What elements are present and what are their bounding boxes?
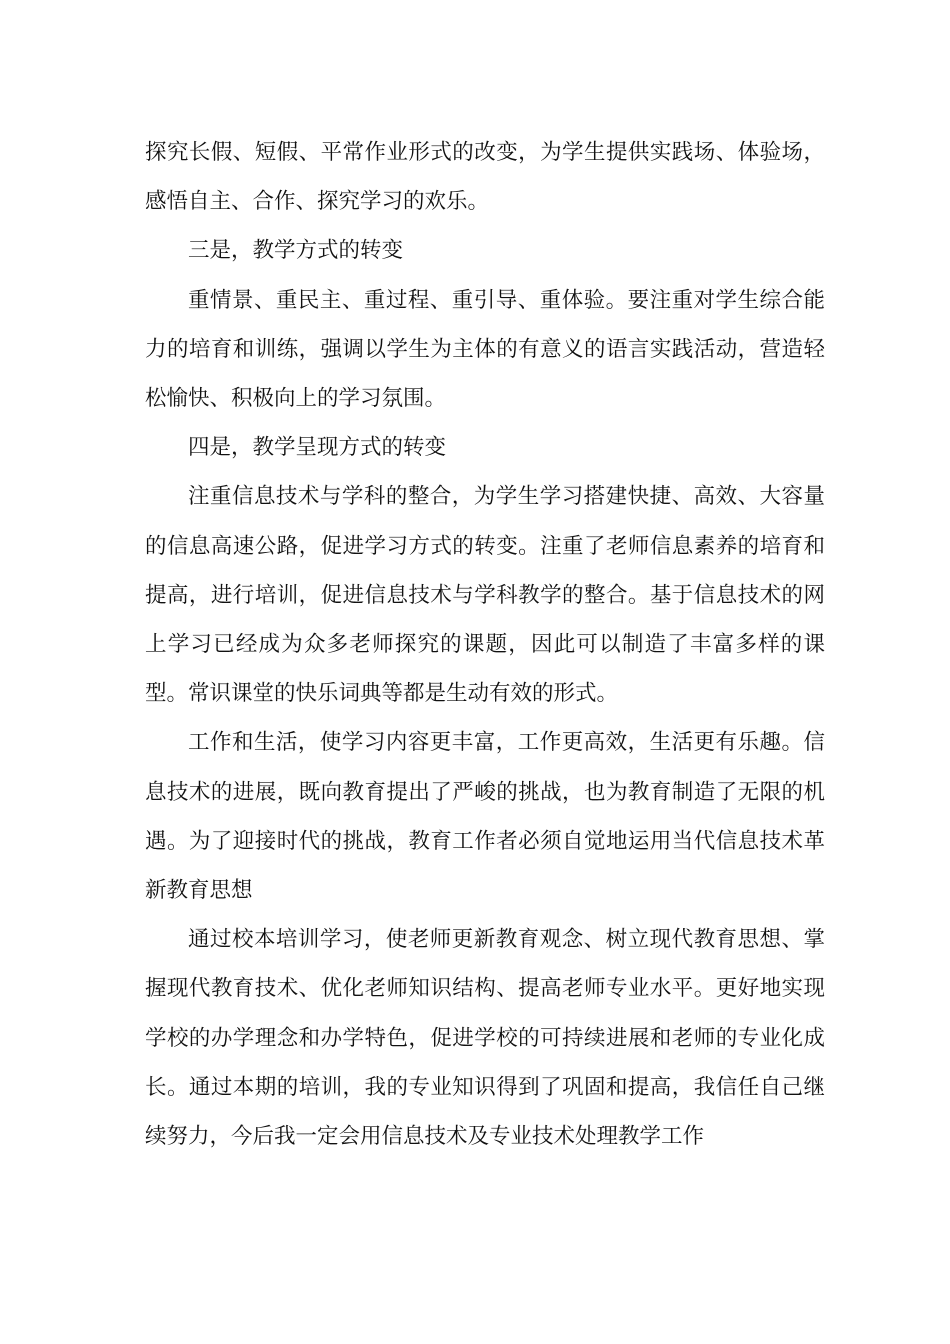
paragraph-3: 重情景、重民主、重过程、重引导、重体验。要注重对学生综合能力的培育和训练，强调以学生为主体的有意义的语言实践活动，营造轻松愉快、积极向上的学习氛围。: [145, 287, 825, 412]
paragraph-6: 工作和生活，使学习内容更丰富，工作更高效，生活更有乐趣。信息技术的进展，既向教育提出了严峻的挑战，也为教育制造了无限的机遇。为了迎接时代的挑战，教育工作者必须自觉地运用当代信息技术革新教育思想: [145, 730, 825, 904]
paragraph-4-heading: 四是，教学呈现方式的转变: [188, 435, 447, 461]
paragraph-1: 探究长假、短假、平常作业形式的改变，为学生提供实践场、体验场，感悟自主、合作、探究学习的欢乐。: [145, 140, 825, 215]
document-body: [145, 128, 825, 1161]
paragraph-7: 通过校本培训学习，使老师更新教育观念、树立现代教育思想、掌握现代教育技术、优化老师知识结构、提高老师专业水平。更好地实现学校的办学理念和办学特色，促进学校的可持续进展和老师的专业化成长。通过本期的培训，我的专业知识得到了巩固和提高，我信任自己继续努力，今后我一定会用信息技术及专业技术处理教学工作: [145, 927, 825, 1150]
paragraph-2-heading: 三是，教学方式的转变: [188, 238, 404, 264]
paragraph-5: 注重信息技术与学科的整合，为学生学习搭建快捷、高效、大容量的信息高速公路，促进学习方式的转变。注重了老师信息素养的培育和提高，进行培训，促进信息技术与学科教学的整合。基于信息技术的网上学习已经成为众多老师探究的课题，因此可以制造了丰富多样的课型。常识课堂的快乐词典等都是生动有效的形式。: [145, 484, 825, 707]
